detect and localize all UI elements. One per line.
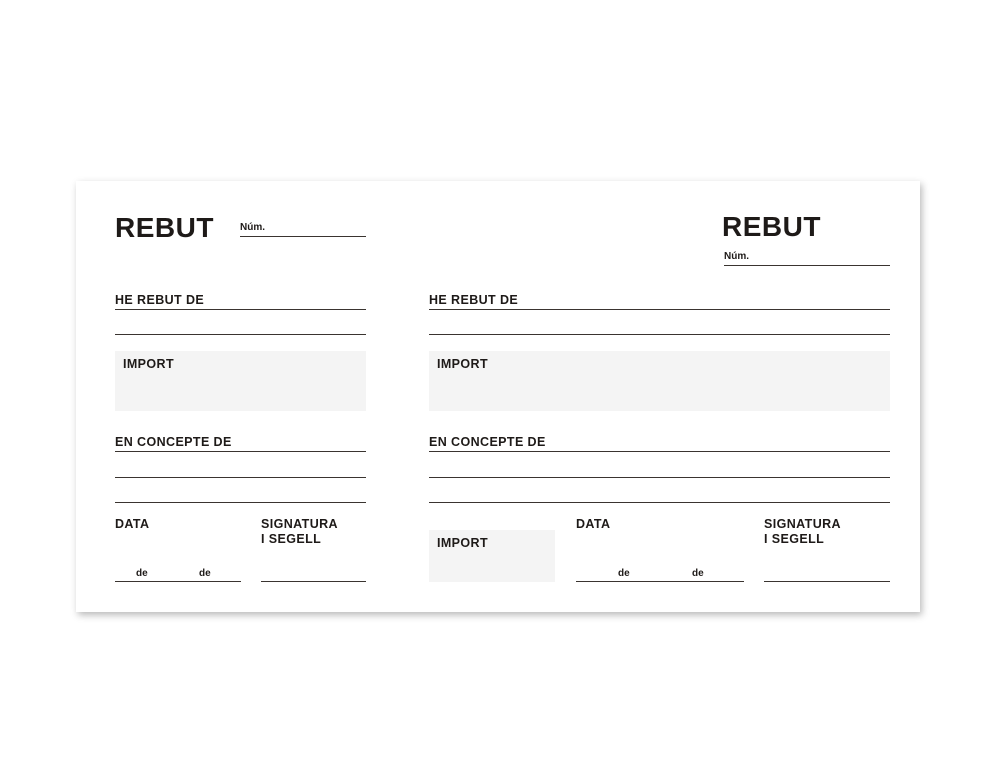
stub-date-field[interactable] [115, 581, 241, 582]
stub-received-from-field-2[interactable] [115, 334, 366, 335]
stub-date-de-2: de [199, 568, 211, 579]
stub-title: REBUT [115, 212, 214, 243]
stub-num-label: Núm. [240, 222, 265, 233]
receipt-sheet [76, 181, 920, 612]
stub-signature-label-2: I SEGELL [261, 532, 322, 546]
receipt-concept-label: EN CONCEPTE DE [429, 435, 546, 449]
receipt-received-from-label: HE REBUT DE [429, 293, 519, 307]
receipt-date-de-2: de [692, 568, 704, 579]
stub-received-from-field-1[interactable] [115, 309, 366, 310]
receipt-title: REBUT [722, 211, 821, 242]
stub-received-from-label: HE REBUT DE [115, 293, 205, 307]
receipt-date-label: DATA [576, 517, 611, 531]
receipt-received-from-field-1[interactable] [429, 309, 890, 310]
stub-concept-field-1[interactable] [115, 451, 366, 452]
stub-concept-field-3[interactable] [115, 502, 366, 503]
stub-amount-box[interactable] [115, 351, 366, 411]
receipt-signature-label-2: I SEGELL [764, 532, 825, 546]
stub-date-de-1: de [136, 568, 148, 579]
stub-concept-label: EN CONCEPTE DE [115, 435, 232, 449]
receipt-concept-field-3[interactable] [429, 502, 890, 503]
stub-concept-field-2[interactable] [115, 477, 366, 478]
receipt-date-field[interactable] [576, 581, 744, 582]
stub-num-field[interactable] [240, 236, 366, 237]
stub-date-label: DATA [115, 517, 150, 531]
receipt-amount-label: IMPORT [437, 357, 489, 371]
receipt-amount-label-2: IMPORT [437, 536, 489, 550]
receipt-received-from-field-2[interactable] [429, 334, 890, 335]
stub-signature-label-1: SIGNATURA [261, 517, 338, 531]
receipt-signature-field[interactable] [764, 581, 890, 582]
receipt-amount-box-2[interactable] [429, 530, 555, 582]
receipt-date-de-1: de [618, 568, 630, 579]
stub-amount-label: IMPORT [123, 357, 175, 371]
receipt-num-field[interactable] [724, 265, 890, 266]
receipt-concept-field-2[interactable] [429, 477, 890, 478]
stub-signature-field[interactable] [261, 581, 366, 582]
receipt-num-label: Núm. [724, 251, 749, 262]
receipt-concept-field-1[interactable] [429, 451, 890, 452]
receipt-signature-label-1: SIGNATURA [764, 517, 841, 531]
receipt-amount-box[interactable] [429, 351, 890, 411]
